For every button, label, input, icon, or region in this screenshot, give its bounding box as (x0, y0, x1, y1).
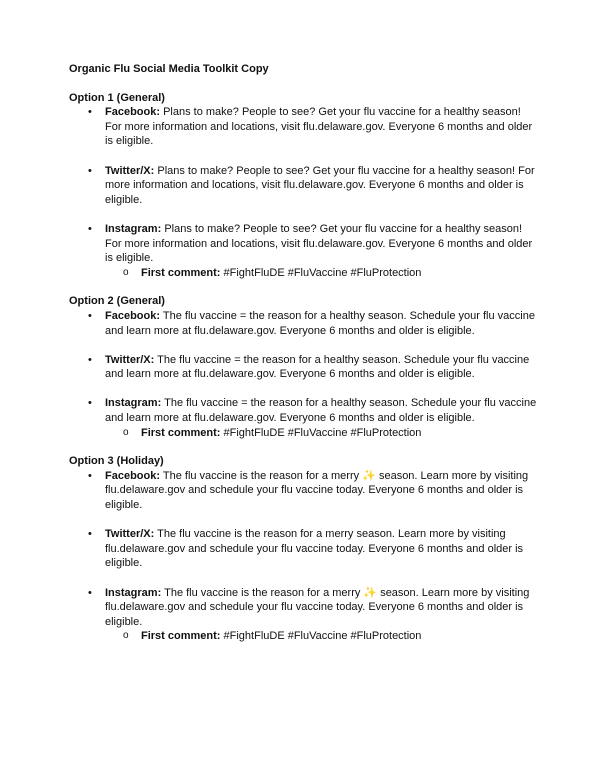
bullet-icon: • (88, 528, 92, 541)
list-item-instagram (69, 222, 539, 280)
first-comment (105, 426, 539, 441)
first-comment-text: #FightFluDE #FluVaccine #FluProtection (223, 630, 422, 643)
bullet-icon: • (88, 309, 92, 322)
list-item-facebook (69, 309, 539, 338)
post-text-after: season. Learn more by visiting flu.delaware.gov and schedule your flu vaccine today. Everyone 6 months and older is eligible. (105, 469, 529, 512)
sparkles-icon: ✨ (362, 469, 376, 482)
post-text: The flu vaccine = the reason for a healthy season. Schedule your flu vaccine and learn more at flu.delaware.gov. Everyone 6 months and older is eligible. (105, 397, 537, 425)
list-item-twitter (69, 527, 539, 571)
list-item-instagram (69, 396, 539, 440)
sub-bullet-icon: o (123, 426, 129, 438)
post-list (69, 469, 539, 644)
sub-bullet-icon: o (123, 630, 129, 642)
first-comment-label: First comment: (141, 630, 221, 643)
post-text-after: season. Learn more by visiting flu.delaware.gov and schedule your flu vaccine today. Everyone 6 months and older is eligible. (105, 586, 530, 628)
post-list (69, 309, 539, 440)
bullet-icon: • (88, 397, 92, 410)
post-text: Plans to make? People to see? Get your flu vaccine for a healthy season! For more information and locations, visit flu.delaware.gov. Everyone 6 months and older is eligible. (105, 222, 533, 265)
first-comment (105, 266, 539, 281)
platform-label: Facebook: (105, 309, 161, 322)
platform-label: Instagram: (105, 586, 162, 599)
section-heading: Option 2 (General) (69, 295, 165, 308)
list-item-twitter (69, 164, 539, 208)
section-option-3 (69, 454, 539, 644)
list-item-facebook (69, 105, 539, 149)
bullet-icon: • (88, 106, 92, 119)
post-text: Plans to make? People to see? Get your flu vaccine for a healthy season! For more information and locations, visit flu.delaware.gov. Everyone 6 months and older is eligible. (105, 106, 533, 148)
section-option-2 (69, 294, 539, 440)
platform-label: Twitter/X: (105, 164, 155, 177)
list-item-twitter (69, 353, 539, 382)
first-comment-label: First comment: (141, 266, 221, 279)
bullet-icon: • (88, 586, 92, 599)
list-item-instagram (69, 586, 539, 644)
section-heading: Option 1 (General) (69, 91, 165, 104)
post-text-before: The flu vaccine is the reason for a merry (164, 586, 361, 599)
post-list (69, 105, 539, 280)
platform-label: Instagram: (105, 397, 162, 410)
platform-label: Instagram: (105, 222, 162, 235)
bullet-icon: • (88, 164, 92, 177)
platform-label: Facebook: (105, 106, 161, 119)
first-comment-text: #FightFluDE #FluVaccine #FluProtection (223, 266, 422, 279)
document-title: Organic Flu Social Media Toolkit Copy (69, 63, 269, 75)
post-text: Plans to make? People to see? Get your flu vaccine for a healthy season! For more information and locations, visit flu.delaware.gov. Everyone 6 months and older is eligible. (105, 164, 535, 206)
list-item-facebook (69, 469, 539, 513)
bullet-icon: • (88, 353, 92, 366)
sparkles-icon: ✨ (363, 586, 378, 599)
section-option-1 (69, 91, 539, 281)
platform-label: Twitter/X: (105, 353, 155, 366)
first-comment-text: #FightFluDE #FluVaccine #FluProtection (223, 426, 422, 439)
post-text: The flu vaccine = the reason for a healthy season. Schedule your flu vaccine and learn more at flu.delaware.gov. Everyone 6 months and older is eligible. (105, 309, 535, 337)
first-comment (105, 629, 539, 644)
bullet-icon: • (88, 222, 92, 235)
platform-label: Twitter/X: (105, 528, 155, 541)
post-text: The flu vaccine = the reason for a healthy season. Schedule your flu vaccine and learn more at flu.delaware.gov. Everyone 6 months and older is eligible. (105, 353, 530, 381)
first-comment-label: First comment: (141, 426, 221, 439)
sub-bullet-icon: o (123, 266, 129, 278)
bullet-icon: • (88, 469, 92, 482)
post-text-before: The flu vaccine is the reason for a merry (162, 469, 360, 482)
platform-label: Facebook: (105, 469, 161, 482)
document-page (69, 62, 539, 658)
section-heading: Option 3 (Holiday) (69, 455, 164, 468)
post-text: The flu vaccine is the reason for a merry season. Learn more by visiting flu.delaware.gov and schedule your flu vaccine today. Everyone 6 months and older is eligible. (105, 528, 524, 570)
